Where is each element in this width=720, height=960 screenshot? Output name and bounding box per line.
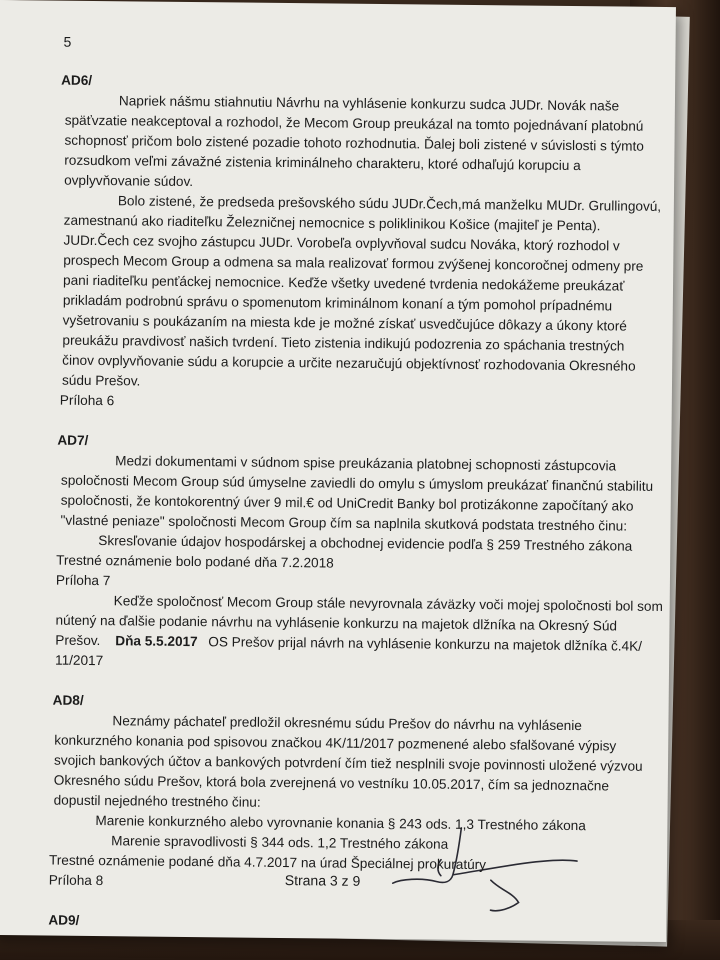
- text-line: Skresľovanie údajov hospodárskej a obchodnej evidencie podľa § 259 Trestného zákona: [98, 533, 633, 554]
- text-line: spoločnosti Mecom Group súd úmyselne zaviedli do omylu s úmyslom preukázať finančnú stabilitu: [60, 472, 654, 494]
- text-line: Neznámy páchateľ predložil okresnému súdu Prešov do návrhu na vyhlásenie: [112, 713, 582, 734]
- text-line: súdu Prešov.: [61, 372, 141, 389]
- text-line: Keďže spoločnosť Mecom Group stále nevyrovnala záväzky voči mojej spoločnosti bol som: [113, 593, 663, 614]
- text-line: "vlastné peniaze" spoločnosti Mecom Group čím sa naplnila skutková podstata trestného činu:: [60, 512, 628, 534]
- page-footer: Strana 3 z 9: [284, 872, 361, 889]
- text-line: Dňa 5.5.2017: [115, 633, 198, 650]
- text-line: Medzi dokumentami v súdnom spise preukázania platobnej schopnosti zástupcovia: [115, 453, 617, 474]
- section-heading: AD9/: [48, 912, 80, 928]
- text-line: prikladám podrobnú správu o spomenutom kriminálnom konaní a tým pomohol prípadnému: [62, 292, 613, 314]
- text-line: preukážu pravdivosť našich tvrdení. Tieto zistenia indikujú podozrenia zo spáchania trestných: [62, 332, 625, 354]
- text-line: pani riaditeľku penťáckej nemocnice. Keďže všetky uvedené tvrdenia nedokážeme preukázať: [62, 272, 625, 294]
- text-line: prospech Mecom Group a odmena sa mala realizovať formou zvýšenej koncoročnej odmeny pre: [63, 252, 644, 274]
- text-line: Napriek nášmu stiahnutiu Návrhu na vyhlásenie konkurzu sudca JUDr. Novák naše: [118, 93, 620, 114]
- text-line: činov ovplyvňovanie súdu a korupcie a určite nezaručujú objektívnosť rozhodovania Okresného: [62, 352, 636, 374]
- text-line: späťvzatie neakceptoval a rozhodol, že Mecom Group preukázal na tomto pojednávaní platobnú: [64, 112, 644, 134]
- text-line: schopnosť pričom bolo zistené pozadie tohoto rozhodnutia. Ďalej boli zistené v súvislosti s týmto: [64, 132, 644, 154]
- text-line: konkurzného konania pod spisovou značkou 4K/11/2017 pozmenené alebo sfalšované výpisy: [54, 732, 617, 754]
- text-line: ovplyvňovanie súdov.: [64, 172, 194, 190]
- text-line: dopustil nejedného trestného činu:: [53, 792, 261, 810]
- text-line: JUDr.Čech cez svojho zástupcu JUDr. Vorobeľa ovplyvňoval sudcu Nováka, ktorý rozhodol v: [63, 232, 620, 254]
- text-line: Príloha 7: [55, 572, 111, 589]
- text-line: rozsudkom veľmi závažné zistenia kriminálneho charakteru, ktoré odhaľujú korupciu a: [64, 152, 581, 174]
- text-line: OS Prešov prijal návrh na vyhlásenie konkurzu na majetok dlžníka č.4K/: [208, 634, 643, 654]
- text-line: Marenie spravodlivosti § 344 ods. 1,2 Trestného zákona: [111, 833, 449, 852]
- text-line: nútený na ďalšie podanie návrhu na vyhlásenie konkurzu na majetok dlžníka na Okresný Súd: [55, 612, 618, 634]
- page-number: 5: [63, 33, 72, 50]
- text-line: Príloha 6: [59, 392, 115, 409]
- section-heading: AD6/: [61, 72, 93, 88]
- text-line: Trestné oznámenie bolo podané dňa 7.2.2018: [56, 552, 334, 571]
- text-line: zamestnanú ako riaditeľku Železničnej nemocnice s poliklinikou Košice (majiteľ je Penta).: [63, 212, 601, 234]
- text-line: vyšetrovaniu s poukázaním na miesta kde je možné získať usvedčujúce dôkazy a úkony ktoré: [62, 312, 627, 334]
- text-line: Trestné oznámenie podané dňa 4.7.2017 na úrad Špeciálnej prokuratúry: [48, 852, 487, 873]
- text-line: Bolo zistené, že predseda prešovského súdu JUDr.Čech,má manželku MUDr. Grullingovú,: [117, 193, 662, 214]
- section-heading: AD7/: [57, 432, 89, 448]
- text-line: svojich bankových účtov a bankových potvrdení čím tiež nesplnili svoje povinnosti uložené výzvou: [53, 752, 643, 774]
- text-line: Prešov.: [55, 632, 101, 649]
- text-line: 11/2017: [55, 652, 104, 669]
- text-line: spoločnosti, že kontokorentný úver 9 mil.€ od UniCredit Banky bol protizákonne započítaný ako: [60, 492, 634, 514]
- text-line: Marenie konkurzného alebo vyrovnanie konania § 243 ods. 1,3 Trestného zákona: [95, 813, 586, 834]
- section-heading: AD8/: [52, 692, 84, 708]
- text-line: Príloha 8: [48, 872, 104, 889]
- text-line: Okresného súdu Prešov, ktorá bola zverejnená vo vestníku 10.05.2017, čím sa jednoznačne: [53, 772, 610, 794]
